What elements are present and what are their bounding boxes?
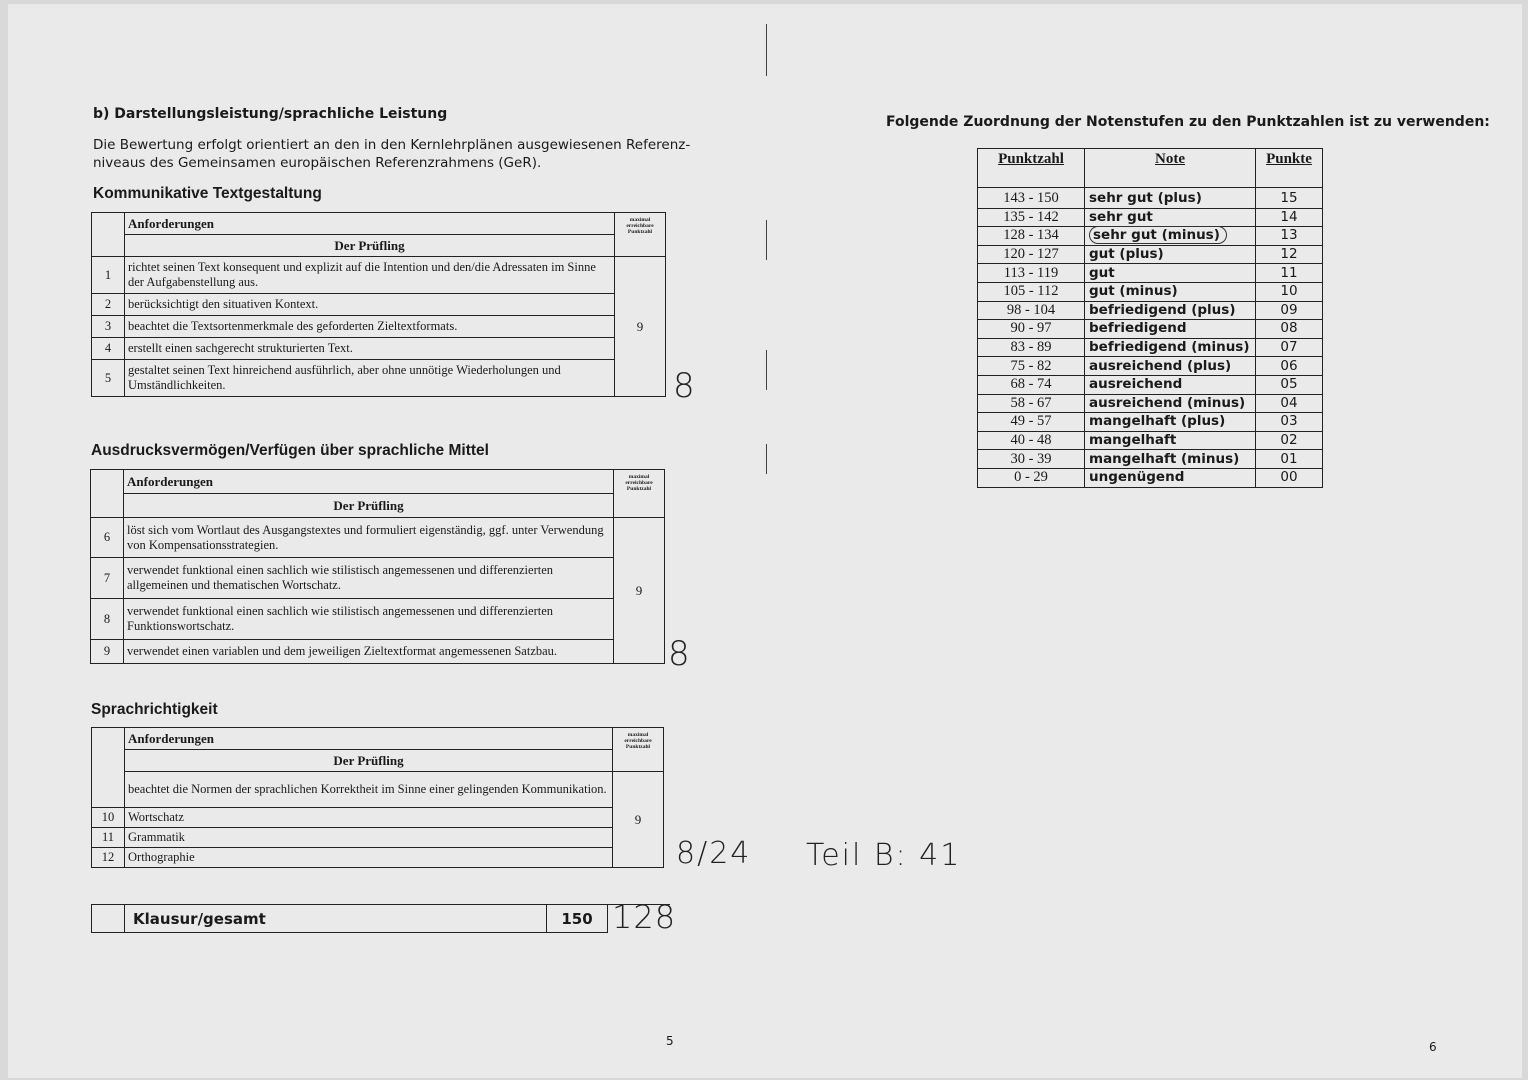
range-cell: 135 - 142 bbox=[978, 208, 1085, 227]
header-punktzahl: Punktzahl bbox=[978, 149, 1085, 188]
points-cell: 08 bbox=[1256, 320, 1323, 339]
points-cell: 12 bbox=[1256, 245, 1323, 264]
row-number: 11 bbox=[92, 828, 125, 848]
points-cell: 09 bbox=[1256, 301, 1323, 320]
row-number: 9 bbox=[91, 640, 124, 664]
row-number: 3 bbox=[92, 316, 125, 338]
row-number: 1 bbox=[92, 257, 125, 294]
range-cell: 49 - 57 bbox=[978, 413, 1085, 432]
requirement-text: berücksichtigt den situativen Kontext. bbox=[125, 294, 615, 316]
range-cell: 113 - 119 bbox=[978, 264, 1085, 283]
max-points-header: maximal erreichbare Punktzahl bbox=[614, 470, 665, 518]
grade-cell: gut (minus) bbox=[1085, 282, 1256, 301]
sprachrichtigkeit-table bbox=[91, 727, 664, 868]
range-cell: 83 - 89 bbox=[978, 338, 1085, 357]
total-label: Klausur/gesamt bbox=[125, 905, 547, 933]
requirement-text: erstellt einen sachgerecht strukturierten Text. bbox=[125, 338, 615, 360]
range-cell: 120 - 127 bbox=[978, 245, 1085, 264]
points-cell: 07 bbox=[1256, 338, 1323, 357]
requirement-text: Orthographie bbox=[125, 848, 613, 868]
row-number: 2 bbox=[92, 294, 125, 316]
page-number-left: 5 bbox=[666, 1034, 674, 1048]
row-number: 10 bbox=[92, 808, 125, 828]
grade-cell: mangelhaft (plus) bbox=[1085, 413, 1256, 432]
anforderungen-header: Anforderungen bbox=[124, 470, 614, 494]
max-points: 9 bbox=[613, 772, 664, 868]
handwritten-score: 8 bbox=[673, 366, 695, 406]
requirement-text: richtet seinen Text konsequent und explizit auf die Intention und den/die Adressaten im Sinne der Aufgabenstellung aus. bbox=[125, 257, 615, 294]
range-cell: 58 - 67 bbox=[978, 394, 1085, 413]
pruefling-header: Der Prüfling bbox=[124, 494, 614, 518]
row-number: 7 bbox=[91, 558, 124, 599]
points-cell: 14 bbox=[1256, 208, 1323, 227]
max-points-header: maximal erreichbare Punktzahl bbox=[615, 213, 666, 257]
range-cell: 40 - 48 bbox=[978, 431, 1085, 450]
requirement-text: Wortschatz bbox=[125, 808, 613, 828]
handwritten-score: 8/24 bbox=[676, 836, 752, 871]
page-number-right: 6 bbox=[1429, 1040, 1437, 1054]
range-cell: 30 - 39 bbox=[978, 450, 1085, 469]
anforderungen-header: Anforderungen bbox=[125, 728, 613, 750]
grade-cell: ungenügend bbox=[1085, 468, 1256, 487]
ausdruck-title: Ausdrucksvermögen/Verfügen über sprachliche Mittel bbox=[91, 442, 489, 459]
grade-cell: ausreichend (minus) bbox=[1085, 394, 1256, 413]
total-max: 150 bbox=[547, 905, 608, 933]
points-cell: 05 bbox=[1256, 375, 1323, 394]
requirement-text: verwendet funktional einen sachlich wie stilistisch angemessenen und differenzierten Funktionswortschatz. bbox=[124, 599, 614, 640]
grade-cell bbox=[1085, 227, 1256, 246]
grade-table bbox=[977, 148, 1323, 488]
pruefling-header: Der Prüfling bbox=[125, 235, 615, 257]
intro-line-2: niveaus des Gemeinsamen europäischen Referenzrahmens (GeR). bbox=[93, 155, 542, 171]
handwritten-total: 128 bbox=[612, 898, 677, 936]
grade-cell: befriedigend bbox=[1085, 320, 1256, 339]
max-points: 9 bbox=[614, 518, 665, 664]
points-cell: 11 bbox=[1256, 264, 1323, 283]
section-heading: b) Darstellungsleistung/sprachliche Leistung bbox=[93, 106, 448, 122]
sprachrichtigkeit-title: Sprachrichtigkeit bbox=[91, 701, 218, 718]
grade-cell: sehr gut (plus) bbox=[1085, 188, 1256, 209]
row-number: 12 bbox=[92, 848, 125, 868]
pruefling-header: Der Prüfling bbox=[125, 750, 613, 772]
grade-table-title: Folgende Zuordnung der Notenstufen zu den Punktzahlen ist zu verwenden: bbox=[886, 114, 1490, 130]
fold-line bbox=[766, 350, 767, 390]
requirement-text: beachtet die Normen der sprachlichen Korrektheit im Sinne einer gelingenden Kommunikation. bbox=[125, 772, 613, 808]
points-cell: 10 bbox=[1256, 282, 1323, 301]
fold-line bbox=[766, 24, 767, 76]
grade-cell: mangelhaft (minus) bbox=[1085, 450, 1256, 469]
range-cell: 75 - 82 bbox=[978, 357, 1085, 376]
intro-line-1: Die Bewertung erfolgt orientiert an den in den Kernlehrplänen ausgewiesenen Referenz- bbox=[93, 137, 691, 153]
total-row bbox=[91, 904, 670, 933]
points-cell: 04 bbox=[1256, 394, 1323, 413]
points-cell: 01 bbox=[1256, 450, 1323, 469]
range-cell: 68 - 74 bbox=[978, 375, 1085, 394]
requirement-text: löst sich vom Wortlaut des Ausgangstextes und formuliert eigenständig, ggf. unter Verwendung von Kompensationsstrategien. bbox=[124, 518, 614, 558]
range-cell: 0 - 29 bbox=[978, 468, 1085, 487]
grade-cell: befriedigend (minus) bbox=[1085, 338, 1256, 357]
circled-grade: sehr gut (minus) bbox=[1089, 226, 1227, 244]
range-cell: 105 - 112 bbox=[978, 282, 1085, 301]
header-note: Note bbox=[1085, 149, 1256, 188]
row-number: 8 bbox=[91, 599, 124, 640]
requirement-text: Grammatik bbox=[125, 828, 613, 848]
row-number: 5 bbox=[92, 360, 125, 397]
grade-cell: sehr gut bbox=[1085, 208, 1256, 227]
row-number: 6 bbox=[91, 518, 124, 558]
grade-cell: ausreichend (plus) bbox=[1085, 357, 1256, 376]
kommunikativ-title: Kommunikative Textgestaltung bbox=[93, 185, 322, 202]
ausdruck-table bbox=[90, 469, 665, 664]
fold-line bbox=[766, 444, 767, 474]
header-punkte: Punkte bbox=[1256, 149, 1323, 188]
grade-cell: mangelhaft bbox=[1085, 431, 1256, 450]
points-cell: 02 bbox=[1256, 431, 1323, 450]
grade-cell: befriedigend (plus) bbox=[1085, 301, 1256, 320]
points-cell: 13 bbox=[1256, 227, 1323, 246]
range-cell: 90 - 97 bbox=[978, 320, 1085, 339]
requirement-text: verwendet funktional einen sachlich wie stilistisch angemessenen und differenzierten allgemeinen und thematischen Wortschatz. bbox=[124, 558, 614, 599]
requirement-text: gestaltet seinen Text hinreichend ausführlich, aber ohne unnötige Wiederholungen und Umständlichkeiten. bbox=[125, 360, 615, 397]
kommunikativ-table bbox=[91, 212, 666, 397]
range-cell: 143 - 150 bbox=[978, 188, 1085, 209]
grade-cell: ausreichend bbox=[1085, 375, 1256, 394]
max-points-header: maximal erreichbare Punktzahl bbox=[613, 728, 664, 772]
max-points: 9 bbox=[615, 257, 666, 397]
handwritten-teil-b: Teil B: 41 bbox=[806, 838, 962, 873]
points-cell: 00 bbox=[1256, 468, 1323, 487]
fold-line bbox=[766, 220, 767, 260]
requirement-text: beachtet die Textsortenmerkmale des geforderten Zieltextformats. bbox=[125, 316, 615, 338]
handwritten-score: 8 bbox=[668, 634, 690, 674]
grade-cell: gut (plus) bbox=[1085, 245, 1256, 264]
row-number: 4 bbox=[92, 338, 125, 360]
range-cell: 98 - 104 bbox=[978, 301, 1085, 320]
grade-cell: gut bbox=[1085, 264, 1256, 283]
requirement-text: verwendet einen variablen und dem jeweiligen Zieltextformat angemessenen Satzbau. bbox=[124, 640, 614, 664]
anforderungen-header: Anforderungen bbox=[125, 213, 615, 235]
points-cell: 06 bbox=[1256, 357, 1323, 376]
points-cell: 03 bbox=[1256, 413, 1323, 432]
points-cell: 15 bbox=[1256, 188, 1323, 209]
range-cell: 128 - 134 bbox=[978, 227, 1085, 246]
